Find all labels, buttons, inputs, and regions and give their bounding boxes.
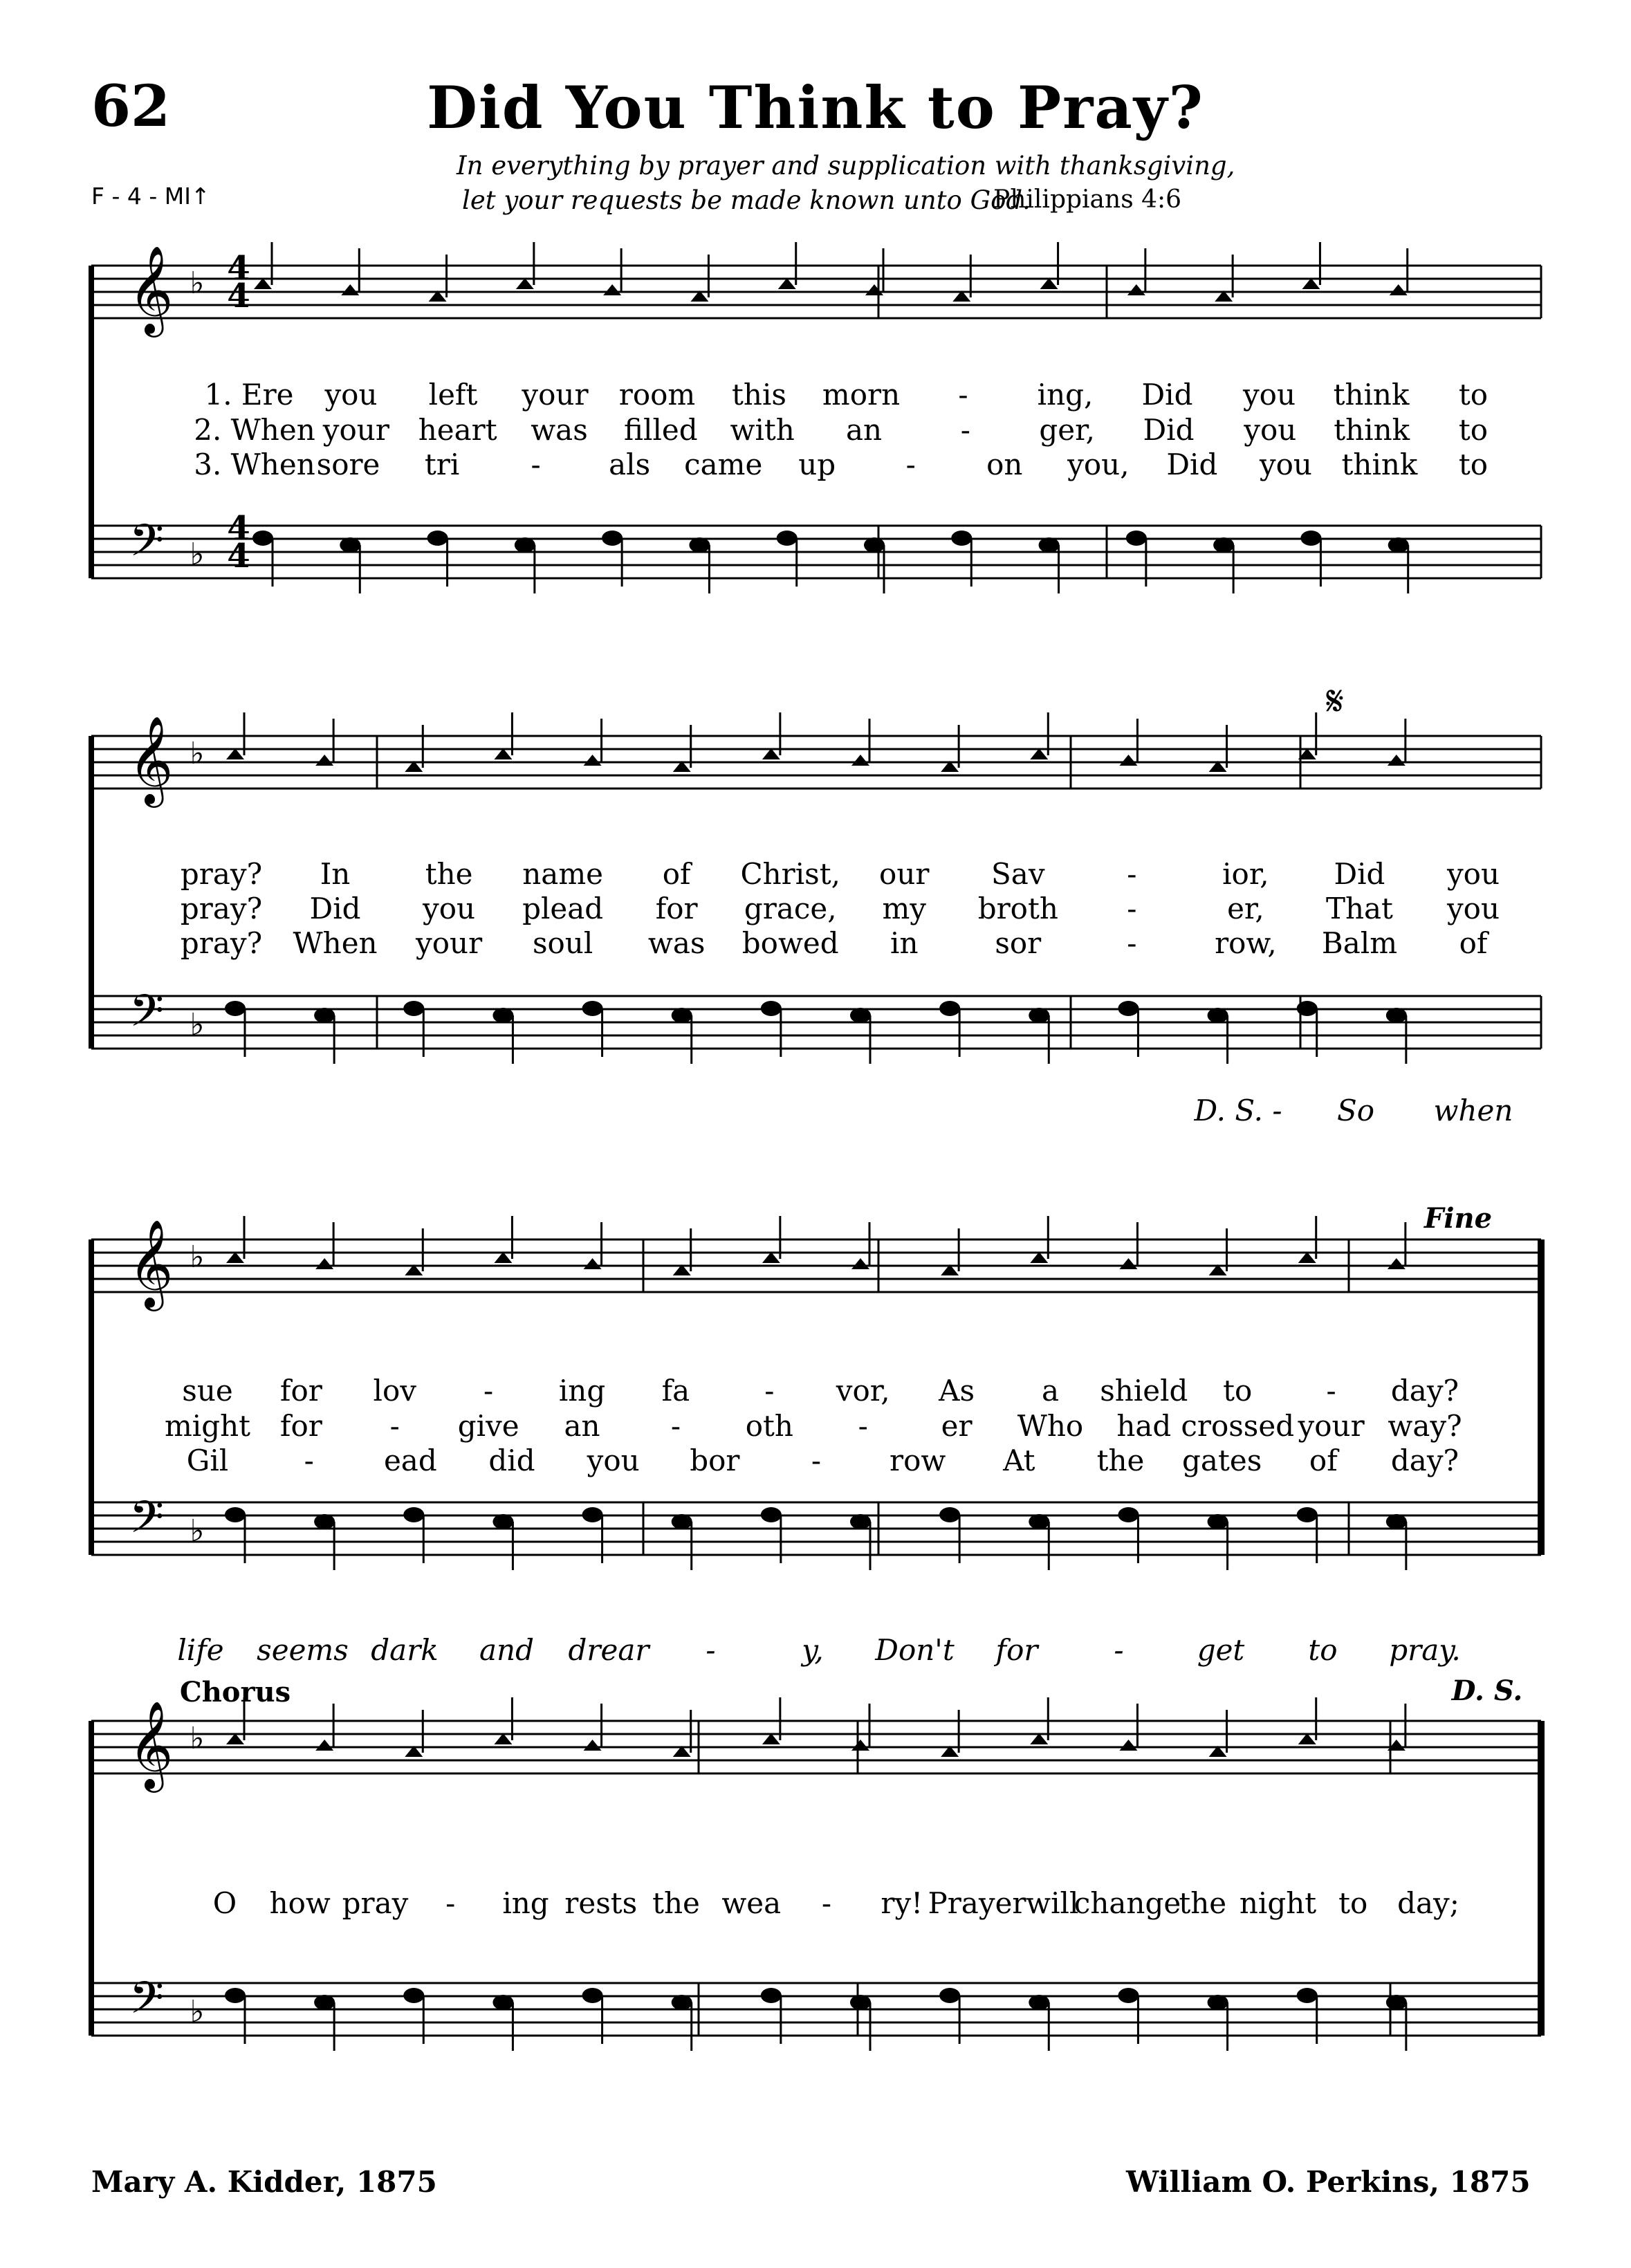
lyric-verse-1: Did [1141, 378, 1193, 412]
lyric-verse-1: lov [373, 1374, 416, 1408]
lyric-chorus: Prayer [928, 1886, 1026, 1920]
ds-lyric: Don't [875, 1633, 955, 1667]
note-head [851, 755, 869, 766]
note-head [341, 284, 359, 295]
lyric-verse-2: think [1334, 413, 1410, 447]
lyric-verse-3: sor [995, 926, 1042, 960]
note-head [1208, 1008, 1228, 1023]
lyric-verse-2: you [423, 892, 476, 925]
note-head [1386, 1995, 1407, 2010]
note-head [951, 531, 972, 546]
note-head [1118, 1988, 1139, 2003]
staff-lines [91, 266, 1541, 2036]
lyric-verse-3: - [1127, 926, 1137, 960]
lyric-verse-3: When [293, 926, 378, 960]
note-head [850, 1995, 871, 2010]
lyric-verse-2: for [279, 1409, 322, 1443]
lyric-verse-2: had [1116, 1409, 1172, 1443]
ds-lyric: y, [802, 1633, 824, 1667]
note-head [1118, 1507, 1139, 1522]
lyric-verse-1: In [320, 857, 351, 891]
lyric-verse-1: to [1458, 378, 1489, 412]
lyric-verse-3: sore [316, 448, 380, 481]
lyric-verse-2: was [531, 413, 588, 447]
lyric-verse-2: ger, [1039, 413, 1095, 447]
lyric-verse-3: - [531, 448, 541, 481]
lyric-verse-3: of [1459, 926, 1488, 960]
lyric-chorus: O [212, 1886, 237, 1920]
ds-lyric: when [1433, 1094, 1513, 1127]
lyric-verse-2: an [564, 1409, 600, 1443]
note-head [1297, 1988, 1318, 2003]
note-head [672, 1514, 692, 1529]
lyric-chorus: will [1026, 1886, 1079, 1920]
lyric-verse-2: er, [1227, 892, 1264, 925]
lyric-verse-3: up [798, 448, 836, 481]
scripture-reference: Philippians 4:6 [993, 185, 1182, 214]
lyric-chorus: night [1239, 1886, 1317, 1920]
flat-icon: ♭ [190, 1007, 205, 1042]
lyric-verse-3: Gil [186, 1444, 229, 1477]
flat-icon: ♭ [190, 266, 205, 301]
lyric-chorus: ing [502, 1886, 549, 1920]
music-notation [128, 242, 1522, 2051]
note-head [492, 1514, 513, 1529]
note-head [1029, 1514, 1049, 1529]
note-head [584, 1258, 602, 1269]
note-head [582, 1507, 603, 1522]
note-head [403, 1001, 424, 1016]
note-head [1297, 1507, 1318, 1522]
lyric-verse-3: came [684, 448, 763, 481]
flat-icon: ♭ [190, 1721, 205, 1756]
lyric-verse-2: Did [1143, 413, 1195, 447]
lyric-verse-3: soul [532, 926, 593, 960]
lyric-verse-3: tri [424, 448, 460, 481]
note-head [225, 1001, 246, 1016]
lyric-verse-3: your [416, 926, 483, 960]
segno-icon: 𝄋 [1326, 677, 1344, 726]
lyric-verse-2: Who [1017, 1409, 1084, 1443]
note-head [761, 1001, 782, 1016]
lyric-verse-2: broth [977, 892, 1058, 925]
lyric-verse-3: gates [1182, 1444, 1262, 1477]
bass-clef-icon: 𝄢 [129, 1973, 165, 2035]
lyric-verse-1: shield [1100, 1374, 1188, 1408]
note-head [1388, 537, 1409, 553]
lyric-verse-1: Christ, [740, 857, 840, 891]
ds-label: D. S. [1451, 1675, 1523, 1707]
lyric-verse-2: way? [1388, 1409, 1462, 1443]
note-head [584, 1740, 602, 1751]
lyric-verse-2: grace, [744, 892, 837, 925]
lyricist-credit: Mary A. Kidder, 1875 [91, 2165, 437, 2199]
ds-lyric: life [177, 1633, 224, 1667]
lyric-verse-3: Balm [1321, 926, 1398, 960]
lyric-verse-2: with [730, 413, 795, 447]
lyric-chorus: rests [564, 1886, 638, 1920]
note-head [850, 1008, 871, 1023]
treble-clef-icon: 𝄞 [128, 715, 174, 804]
note-head [939, 1001, 960, 1016]
lyric-verse-1: morn [822, 378, 901, 412]
lyric-verse-2: give [457, 1409, 519, 1443]
lyric-verse-1: - [1326, 1374, 1336, 1408]
lyric-verse-1: 1. Ere [204, 378, 294, 412]
lyric-verse-1: to [1223, 1374, 1253, 1408]
lyric-verse-2: Did [309, 892, 361, 925]
lyric-verse-1: left [428, 378, 478, 412]
note-head [225, 1507, 246, 1522]
ds-lyric: So [1336, 1094, 1375, 1127]
lyric-verse-3: on [986, 448, 1023, 481]
lyric-verse-1: ing [558, 1374, 606, 1408]
time-signature-bottom: 4 [227, 277, 250, 315]
lyric-verse-3: row [890, 1444, 946, 1477]
lyric-verse-1: vor, [836, 1374, 890, 1408]
lyric-chorus: the [652, 1886, 700, 1920]
lyric-verse-2: - [389, 1409, 400, 1443]
lyric-chorus: day; [1397, 1886, 1459, 1920]
note-head [864, 537, 885, 553]
lyric-verse-1: ing, [1037, 378, 1094, 412]
note-head [1213, 537, 1234, 553]
lyric-verse-1: As [939, 1374, 975, 1408]
note-head [1208, 1995, 1228, 2010]
note-head [1119, 755, 1137, 766]
time-signature-top: 4 [227, 509, 250, 548]
flat-icon: ♭ [190, 1239, 205, 1275]
lyric-verse-2: - [670, 1409, 681, 1443]
note-head [939, 1507, 960, 1522]
lyric-verse-2: your [1298, 1409, 1365, 1443]
lyric-verse-2: an [845, 413, 883, 447]
lyrics-layer [165, 378, 1513, 1920]
note-head [1126, 531, 1147, 546]
lyric-verse-3: bor [690, 1444, 740, 1477]
note-head [689, 537, 710, 553]
note-head [1039, 537, 1060, 553]
lyric-verse-1: - [764, 1374, 775, 1408]
lyric-verse-2: - [960, 413, 970, 447]
lyric-verse-2: my [882, 892, 927, 925]
note-head [851, 1258, 869, 1269]
ds-lyric: seems [257, 1633, 349, 1667]
lyric-verse-3: think [1341, 448, 1418, 481]
lyric-verse-1: day? [1390, 1374, 1459, 1408]
ds-lyric: pray. [1389, 1633, 1461, 1667]
lyric-verse-1: pray? [180, 857, 263, 891]
lyric-verse-1: a [1041, 1374, 1059, 1408]
lyric-verse-1: you [1446, 857, 1500, 891]
note-head [777, 531, 798, 546]
fine-label: Fine [1423, 1202, 1493, 1235]
note-head [1390, 284, 1408, 295]
ds-lyric: - [1114, 1633, 1124, 1667]
lyric-verse-1: think [1333, 378, 1410, 412]
note-head [761, 1988, 782, 2003]
note-head [1388, 1258, 1406, 1269]
lyric-verse-1: you [324, 378, 378, 412]
lyric-verse-2: you [1244, 413, 1297, 447]
lyric-chorus: - [821, 1886, 832, 1920]
lyric-verse-2: might [164, 1409, 251, 1443]
treble-clef-icon: 𝄞 [128, 1700, 174, 1789]
lyric-verse-1: our [879, 857, 930, 891]
flat-icon: ♭ [190, 1513, 205, 1549]
lyric-verse-2: er [941, 1409, 973, 1443]
lyric-verse-3: - [905, 448, 916, 481]
note-head [603, 284, 621, 295]
flat-icon: ♭ [190, 537, 205, 572]
note-head [492, 1008, 513, 1023]
bass-clef-icon: 𝄢 [129, 515, 165, 578]
lyric-verse-3: - [304, 1444, 314, 1477]
lyric-verse-3: did [488, 1444, 535, 1477]
lyric-chorus: the [1179, 1886, 1227, 1920]
lyric-verse-2: you [1446, 892, 1500, 925]
note-head [1119, 1740, 1137, 1751]
key-info: F - 4 - MI↑ [91, 183, 210, 210]
ds-lyric: D. S. - [1194, 1094, 1282, 1127]
lyric-verse-2: oth [745, 1409, 793, 1443]
flat-icon: ♭ [190, 736, 205, 771]
lyric-verse-3: bowed [741, 926, 839, 960]
note-head [1208, 1514, 1228, 1529]
note-head [1297, 1001, 1318, 1016]
lyric-chorus: change [1073, 1886, 1181, 1920]
note-head [582, 1988, 603, 2003]
composer-credit: William O. Perkins, 1875 [1126, 2165, 1531, 2199]
lyric-verse-3: day? [1390, 1444, 1459, 1477]
note-head [1127, 284, 1145, 295]
note-head [761, 1507, 782, 1522]
note-head [427, 531, 448, 546]
lyric-verse-1: Did [1334, 857, 1385, 891]
lyric-chorus: wea [721, 1886, 782, 1920]
note-head [865, 284, 883, 295]
note-head [315, 1740, 333, 1751]
chorus-label: Chorus [179, 1676, 291, 1708]
lyric-verse-1: name [522, 857, 604, 891]
lyric-chorus: - [445, 1886, 456, 1920]
note-head [314, 1008, 335, 1023]
note-head [850, 1514, 871, 1529]
epigraph-line-2: let your requests be made known unto God. [462, 185, 1031, 215]
note-head [1118, 1001, 1139, 1016]
treble-clef-icon: 𝄞 [128, 1219, 174, 1307]
lyric-verse-1: Sav [991, 857, 1045, 891]
lyric-verse-3: Did [1166, 448, 1218, 481]
ds-lyric: to [1308, 1633, 1338, 1667]
lyric-verse-1: ior, [1222, 857, 1269, 891]
ds-lyric: drear [568, 1633, 649, 1667]
note-head [582, 1001, 603, 1016]
lyric-verse-2: - [858, 1409, 868, 1443]
lyric-verse-2: 2. When [194, 413, 315, 447]
note-head [403, 1507, 424, 1522]
lyric-verse-3: the [1096, 1444, 1145, 1477]
lyric-verse-3: you [587, 1444, 640, 1477]
lyric-verse-3: ead [383, 1444, 437, 1477]
note-head [939, 1988, 960, 2003]
lyric-verse-2: crossed [1181, 1409, 1295, 1443]
lyric-verse-3: you, [1067, 448, 1130, 481]
lyric-verse-3: to [1458, 448, 1489, 481]
lyric-verse-2: pray? [180, 892, 263, 925]
note-head [314, 1995, 335, 2010]
lyric-verse-2: your [322, 413, 389, 447]
note-head [1119, 1258, 1137, 1269]
note-head [403, 1988, 424, 2003]
note-head [315, 1258, 333, 1269]
lyric-verse-1: - [483, 1374, 494, 1408]
lyric-verse-3: At [1003, 1444, 1035, 1477]
lyric-chorus: pray [342, 1886, 409, 1920]
lyric-verse-1: room [618, 378, 696, 412]
lyric-verse-3: was [647, 926, 706, 960]
lyric-verse-1: - [1127, 857, 1137, 891]
note-head [584, 755, 602, 766]
treble-clef-icon: 𝄞 [128, 245, 174, 333]
lyric-verse-3: pray? [180, 926, 263, 960]
time-signature-bottom: 4 [227, 537, 250, 575]
ds-lyric: dark [371, 1633, 439, 1667]
lyric-verse-2: heart [418, 413, 497, 447]
note-head [515, 537, 535, 553]
lyric-verse-3: you [1259, 448, 1312, 481]
bass-clef-icon: 𝄢 [129, 986, 165, 1048]
lyric-verse-2: plead [522, 892, 604, 925]
lyric-verse-1: the [425, 857, 473, 891]
lyric-verse-1: sue [182, 1374, 233, 1408]
note-head [602, 531, 623, 546]
time-signature-top: 4 [227, 249, 250, 288]
lyric-verse-1: fa [661, 1374, 690, 1408]
lyric-chorus: to [1338, 1886, 1368, 1920]
lyric-chorus: ry! [881, 1886, 923, 1920]
hymn-number: 62 [91, 73, 171, 140]
lyric-verse-1: for [279, 1374, 322, 1408]
note-head [672, 1008, 692, 1023]
note-head [1029, 1008, 1049, 1023]
lyric-verse-2: That [1325, 892, 1393, 925]
lyric-verse-1: - [958, 378, 968, 412]
note-head [252, 531, 273, 546]
epigraph-line-1: In everything by prayer and supplication with thanksgiving, [457, 151, 1235, 181]
lyric-verse-1: you [1242, 378, 1296, 412]
lyric-verse-3: - [811, 1444, 822, 1477]
lyric-verse-3: in [890, 926, 919, 960]
note-head [1300, 531, 1321, 546]
note-head [672, 1995, 692, 2010]
lyric-verse-2: for [655, 892, 698, 925]
lyric-verse-1: of [662, 857, 691, 891]
lyric-verse-1: this [732, 378, 786, 412]
bass-clef-icon: 𝄢 [129, 1492, 165, 1554]
lyric-verse-2: to [1458, 413, 1489, 447]
note-head [315, 755, 333, 766]
ds-lyric: and [479, 1633, 534, 1667]
note-head [340, 537, 360, 553]
lyric-verse-3: of [1309, 1444, 1338, 1477]
lyric-verse-2: filled [624, 413, 698, 447]
note-head [1029, 1995, 1049, 2010]
note-head [314, 1514, 335, 1529]
lyric-verse-1: your [522, 378, 589, 412]
lyric-verse-3: 3. When [194, 448, 315, 481]
note-head [492, 1995, 513, 2010]
note-head [225, 1988, 246, 2003]
lyric-verse-3: als [609, 448, 651, 481]
note-head [851, 1740, 869, 1751]
lyric-chorus: how [269, 1886, 331, 1920]
hymn-title: Did You Think to Pray? [427, 73, 1204, 142]
lyric-verse-3: row, [1215, 926, 1277, 960]
note-head [1386, 1008, 1407, 1023]
ds-lyric: get [1197, 1633, 1245, 1667]
note-head [1386, 1514, 1407, 1529]
lyric-verse-2: - [1127, 892, 1137, 925]
ds-lyric: - [706, 1633, 716, 1667]
flat-icon: ♭ [190, 1994, 205, 2029]
ds-lyric: for [995, 1633, 1038, 1667]
note-head [1388, 755, 1406, 766]
